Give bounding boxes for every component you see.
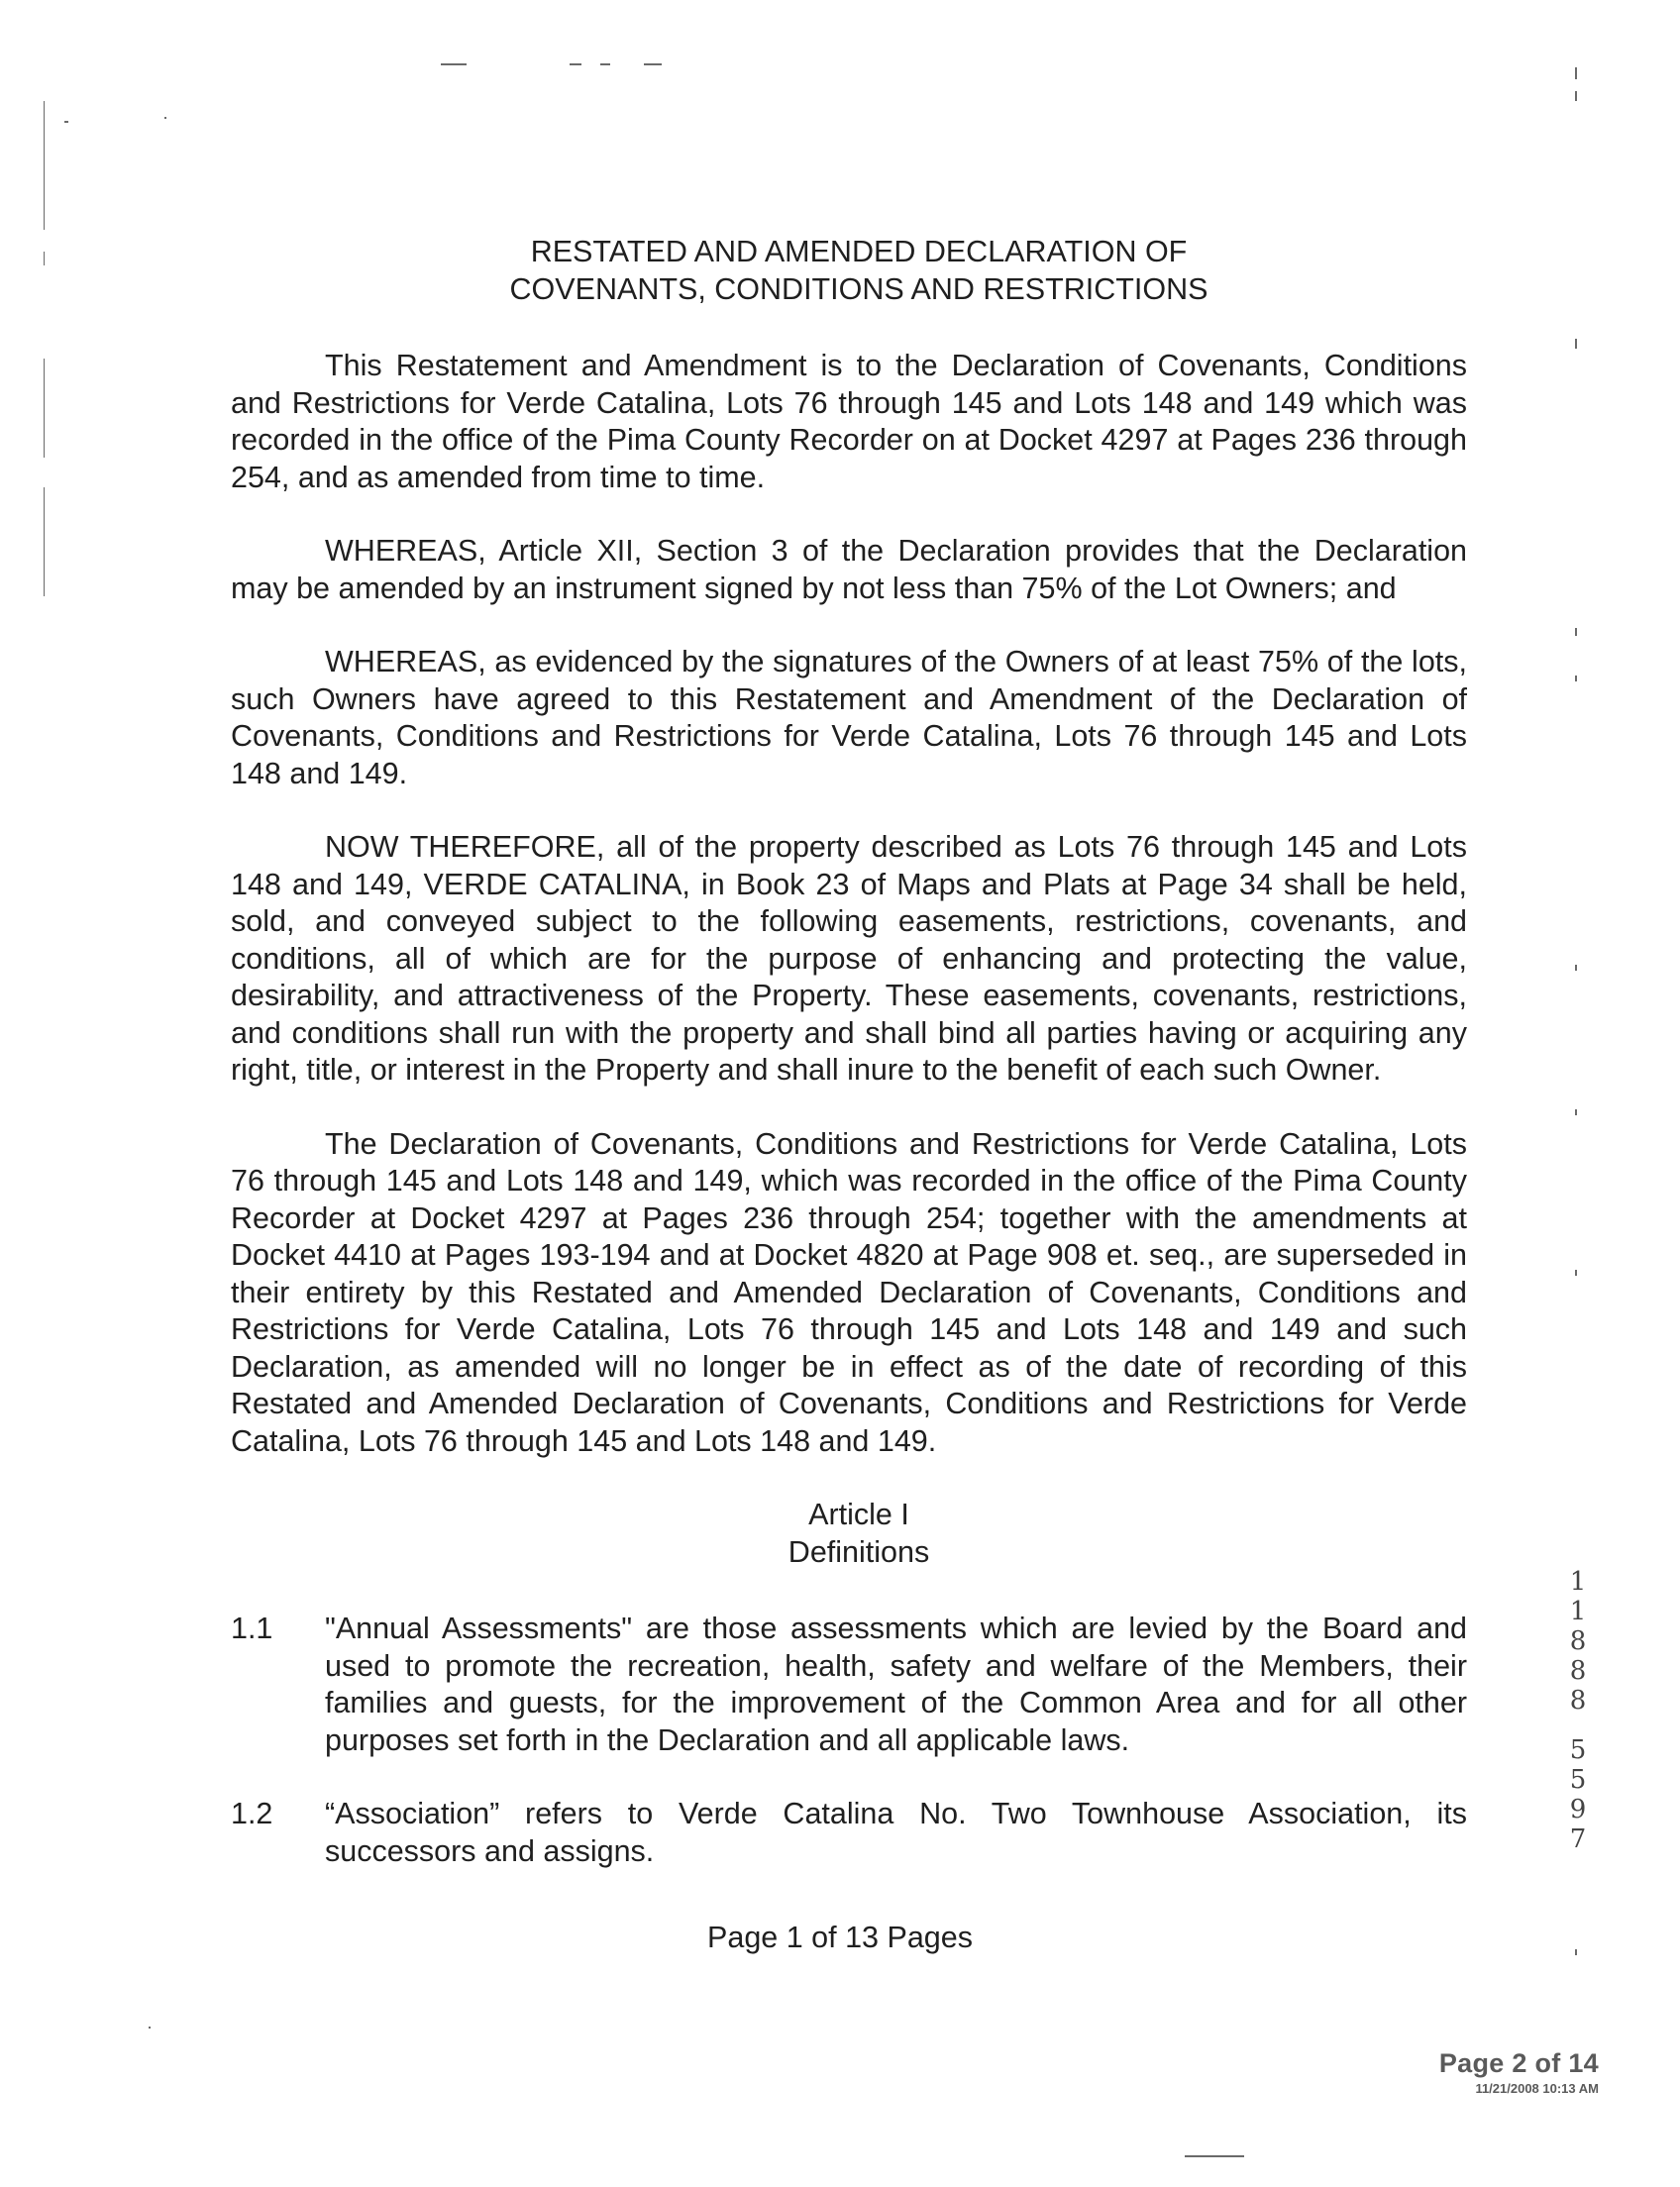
document-title (231, 234, 1467, 308)
scan-mark-top-2 (570, 63, 581, 65)
scan-mark-top-1 (441, 63, 467, 65)
article-heading (231, 1497, 1467, 1571)
article-subtitle: Definitions (788, 1534, 930, 1569)
definition-item (231, 1796, 1467, 1870)
docket-gap (1563, 1716, 1593, 1735)
scan-mark-right-6 (1575, 965, 1577, 971)
paragraph-whereas-article: WHEREAS, Article XII, Section 3 of the Declaration provides that the Declaration may be amended by an instrument signed by not less than 75% of the Lot Owners; and (231, 534, 1467, 605)
scan-mark-right-1 (1575, 67, 1577, 79)
scan-mark-right-5 (1575, 676, 1577, 681)
scan-dot-bottom-left (149, 2027, 151, 2029)
scan-mark-bottom (1185, 2155, 1244, 2157)
scan-mark-right-7 (1575, 1109, 1577, 1115)
paragraph-restatement: This Restatement and Amendment is to the Declaration of Covenants, Conditions and Restrictions for Verde Catalina, Lots 76 through 145 and Lots 148 and 149 which was recorded in the office of the Pima County Recorder on at Docket 4297 at Pages 236 through 254, and as amended from time to time. (231, 349, 1467, 494)
document-title-line-1: RESTATED AND AMENDED DECLARATION OF (530, 235, 1188, 268)
definition-number: 1.2 (231, 1797, 273, 1830)
stamp-page-count: Page 2 of 14 (1438, 2048, 1599, 2078)
docket-char: 9 (1569, 1795, 1587, 1824)
docket-char: 8 (1569, 1686, 1587, 1716)
scan-mark-left-4 (44, 252, 45, 265)
scan-mark-right-2 (1575, 91, 1577, 101)
docket-char: 1 (1569, 1597, 1587, 1626)
docket-char: 1 (1569, 1567, 1587, 1597)
paragraph-superseded: The Declaration of Covenants, Conditions and Restrictions for Verde Catalina, Lots 76 through 145 and Lots 148 and 149, which was recorded in the office of the Pima County Recorder at Docket 4297 at Pages 236 through 254; together with the amendments at Docket 4410 at Pages 193-194 and at Docket 4820 at Page 908 et. seq., are superseded in their entirety by this Restated and Amended Declaration of Covenants, Conditions and Restrictions for Verde Catalina, Lots 76 through 145 and Lots 148 and 149 and such Declaration, as amended will no longer be in effect as of the date of recording of this Restated and Amended Declaration of Covenants, Conditions and Restrictions for Verde Catalina, Lots 76 through 145 and Lots 148 and 149. (231, 1126, 1467, 1458)
docket-char: 8 (1569, 1656, 1587, 1686)
paragraph-whereas-signatures: WHEREAS, as evidenced by the signatures of the Owners of at least 75% of the lots, such Owners have agreed to this Restatement and Amendment of the Declaration of Covenants, Conditions and Restrictions for Verde Catalina, Lots 76 through 145 and Lots 148 and 149. (231, 645, 1467, 790)
scan-mark-right-8 (1575, 1270, 1577, 1276)
scan-mark-right-3 (1575, 339, 1577, 349)
article-title: Article I (808, 1498, 909, 1531)
scan-mark-left-3 (44, 487, 45, 596)
docket-number-vertical (1563, 1567, 1593, 1854)
scan-dot-1 (64, 121, 68, 123)
docket-char: 7 (1569, 1824, 1587, 1854)
recorder-stamp (1439, 2048, 1599, 2096)
document-body (231, 234, 1467, 1907)
docket-char: 5 (1569, 1735, 1587, 1765)
definition-text: “Association” refers to Verde Catalina No. Two Townhouse Association, its successors and assigns. (325, 1797, 1467, 1868)
document-title-line-2: COVENANTS, CONDITIONS AND RESTRICTIONS (509, 271, 1208, 306)
definition-number: 1.1 (231, 1612, 273, 1645)
scan-mark-left-1 (44, 101, 45, 230)
docket-char: 8 (1569, 1626, 1587, 1656)
docket-char: 5 (1569, 1765, 1587, 1795)
page-footer: Page 1 of 13 Pages (707, 1921, 973, 1954)
stamp-datetime: 11/21/2008 10:13 AM (1475, 2081, 1599, 2096)
scan-mark-top-4 (644, 63, 662, 65)
definition-text: "Annual Assessments" are those assessments which are levied by the Board and used to promote the recreation, health, safety and welfare of the Members, their families and guests, for the improvement of the Common Area and for all other purposes set forth in the Declaration and all applicable laws. (325, 1612, 1467, 1757)
scan-mark-left-2 (44, 359, 45, 458)
scan-dot-2 (164, 117, 166, 119)
definition-item (231, 1611, 1467, 1759)
paragraph-now-therefore: NOW THEREFORE, all of the property described as Lots 76 through 145 and Lots 148 and 149, VERDE CATALINA, in Book 23 of Maps and Plats at Page 34 shall be held, sold, and conveyed subject to the following easements, restrictions, covenants, and conditions, all of which are for the purpose of enhancing and protecting the value, desirability, and attractiveness of the Property. These easements, covenants, restrictions, and conditions shall run with the property and shall bind all parties having or acquiring any right, title, or interest in the Property and shall inure to the benefit of each such Owner. (231, 830, 1467, 1087)
scan-mark-top-3 (600, 63, 610, 65)
scan-mark-right-4 (1575, 628, 1577, 636)
